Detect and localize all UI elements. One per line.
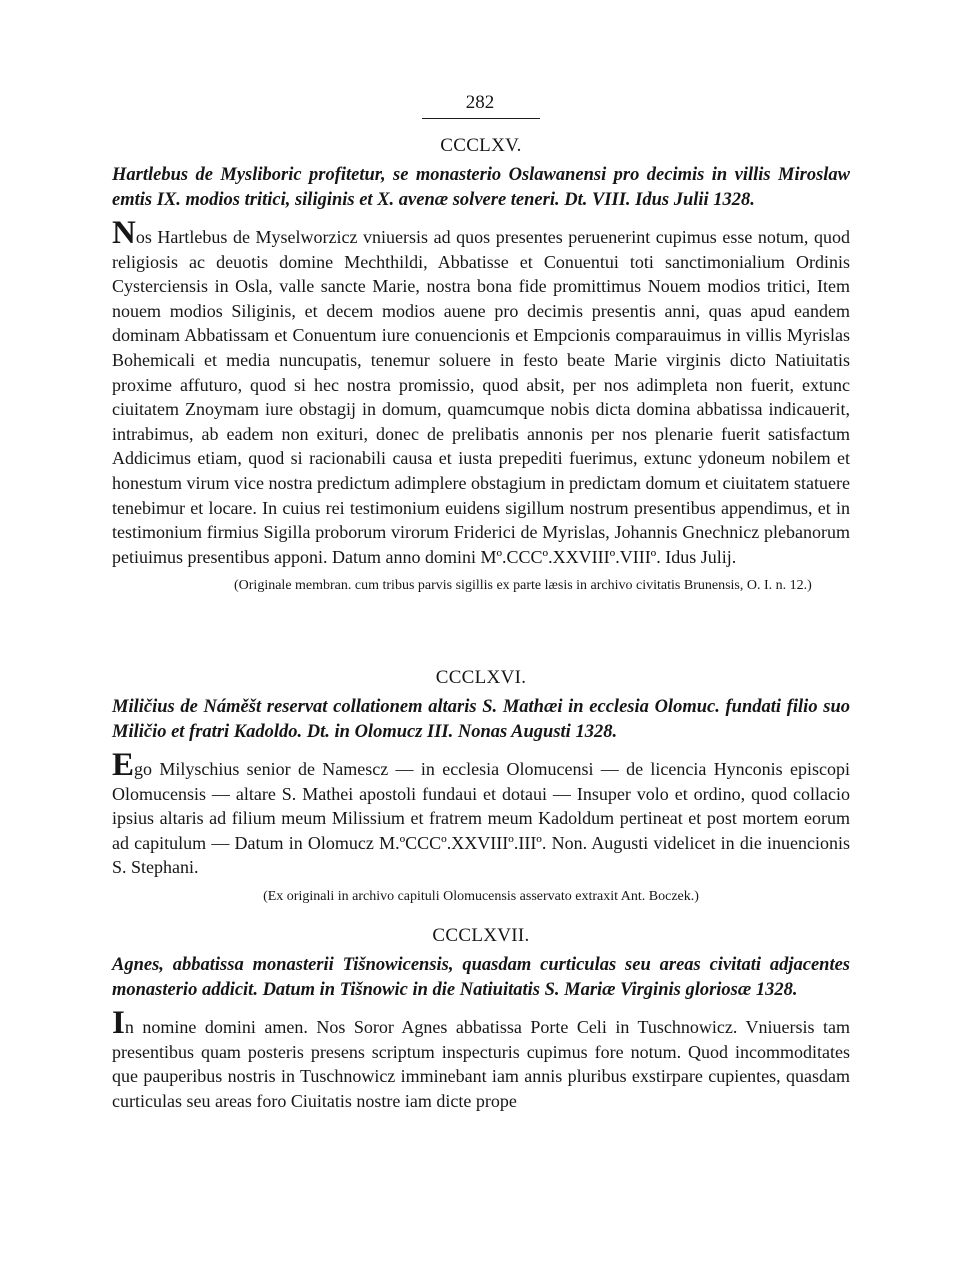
section-summary: Miličius de Náměšt reservat collationem altaris S. Mathæi in ecclesia Olomuc. fundati filio suo Miličio et fratri Kadoldo. Dt. in Olomucz III. Nonas Augusti 1328. xyxy=(112,697,850,742)
charter-section-365 xyxy=(112,134,850,598)
section-summary: Hartlebus de Mysliboric profitetur, se monasterio Oslawanensi pro decimis in villis Miroslaw emtis IX. modios tritici, siliginis et X. avenæ solvere teneri. Dt. VIII. Idus Julii 1328. xyxy=(112,165,850,210)
charter-text-body: os Hartlebus de Myselworzicz vniuersis ad quos presentes peruenerint cupimus esse notum, quod religiosis ac deuotis domine Mechthildi, Abbatisse et Conuentui toti sanctimonialium Ordinis Cysterciensis in Osla, valle sancte Marie, nostra bona fide promittimus Nouem modios tritici, Item nouem modios Siliginis, et decem modios auene pro decimis presentis anni, quas apud eandem dominam Abbatissam et Conuentum iure conuencionis et Empcionis comparauimus in villis Myrislas Bohemicali et media nuncupatis, tenemur soluere in festo beate Marie virginis dicto Natiuitatis proxime affuturo, quod si hec nostra promissio, quod absit, per nos adimpleta non fuerit, extunc ciuitatem Znoymam iure obstagij in domum, quamcumque nobis dicta domina abbatissa indicauerit, intrabimus, ab eadem non exituri, donec de prelibatis annonis per nos plenarie fuerit satisfactum Addicimus etiam, quod si racionabili causa et iusta prepediti fuerimus, extunc ydoneum nobilem et honestum virum vice nostra predictum adimplere obstagium in predictam domum et ciuitatem statuere tenebimur et locare. In cuius rei testimonium euidens sigillum nostrum presentibus appendimus, et in testimonium firmius Sigilla proborum virorum Friderici de Myrislas, Johannis Gnechnicz plebanorum petiuimus presentibus apponi. Datum anno domini Mº.CCCº.XXVIIIº.VIIIº. Idus Julij. xyxy=(112,227,850,567)
source-note: (Originale membran. cum tribus parvis sigillis ex parte læsis in archivo civitatis Brunensis, O. I. n. 12.) xyxy=(234,578,812,594)
page-number: 282 xyxy=(465,92,495,113)
charter-section-366 xyxy=(112,666,850,909)
charter-text xyxy=(112,215,850,569)
section-summary: Agnes, abbatissa monasterii Tišnowicensis, quasdam curticulas seu areas civitati adjacentes monasterio addicit. Datum in Tišnowic in die Natiuitatis S. Mariæ Virginis gloriosæ 1328. xyxy=(112,955,850,1000)
initial-letter: E xyxy=(112,747,135,783)
section-number: CCCLXVI. xyxy=(435,667,527,688)
charter-text-body: go Milyschius senior de Namescz — in ecclesia Olomucensi — de licencia Hynconis episcopi Olomucensis — altare S. Mathei apostoli fundaui et dotaui — Insuper volo et ordino, quod collacio ipsius altaris ad filium meum Milissium et fratrem meum Kadoldum pertineat et post mortem eorum ad capitulum — Datum in Olomucz M.ºCCCº.XXVIIIº.IIIº. Non. Augusti videlicet in die inuencionis S. Stephani. xyxy=(112,759,850,878)
initial-letter: I xyxy=(112,1005,125,1041)
charter-text xyxy=(112,1005,850,1113)
charter-text xyxy=(112,747,850,880)
initial-letter: N xyxy=(112,215,136,251)
section-number: CCCLXV. xyxy=(440,135,522,156)
page-number-rule xyxy=(422,118,540,119)
charter-text-body: n nomine domini amen. Nos Soror Agnes abbatissa Porte Celi in Tuschnowicz. Vniuersis tam presentibus quam posteris presens scriptum inspecturis cupimus fore notum. Quod incommoditates que pauperibus nostris in Tuschnowicz imminebant iam annis pluribus exstirpare cupientes, quasdam curticulas seu areas foro Ciuitatis nostre iam dicte prope xyxy=(112,1017,850,1111)
section-number: CCCLXVII. xyxy=(432,925,530,946)
charter-section-367 xyxy=(112,924,850,1113)
source-note: (Ex originali in archivo capituli Olomucensis asservato extraxit Ant. Boczek.) xyxy=(263,888,699,904)
